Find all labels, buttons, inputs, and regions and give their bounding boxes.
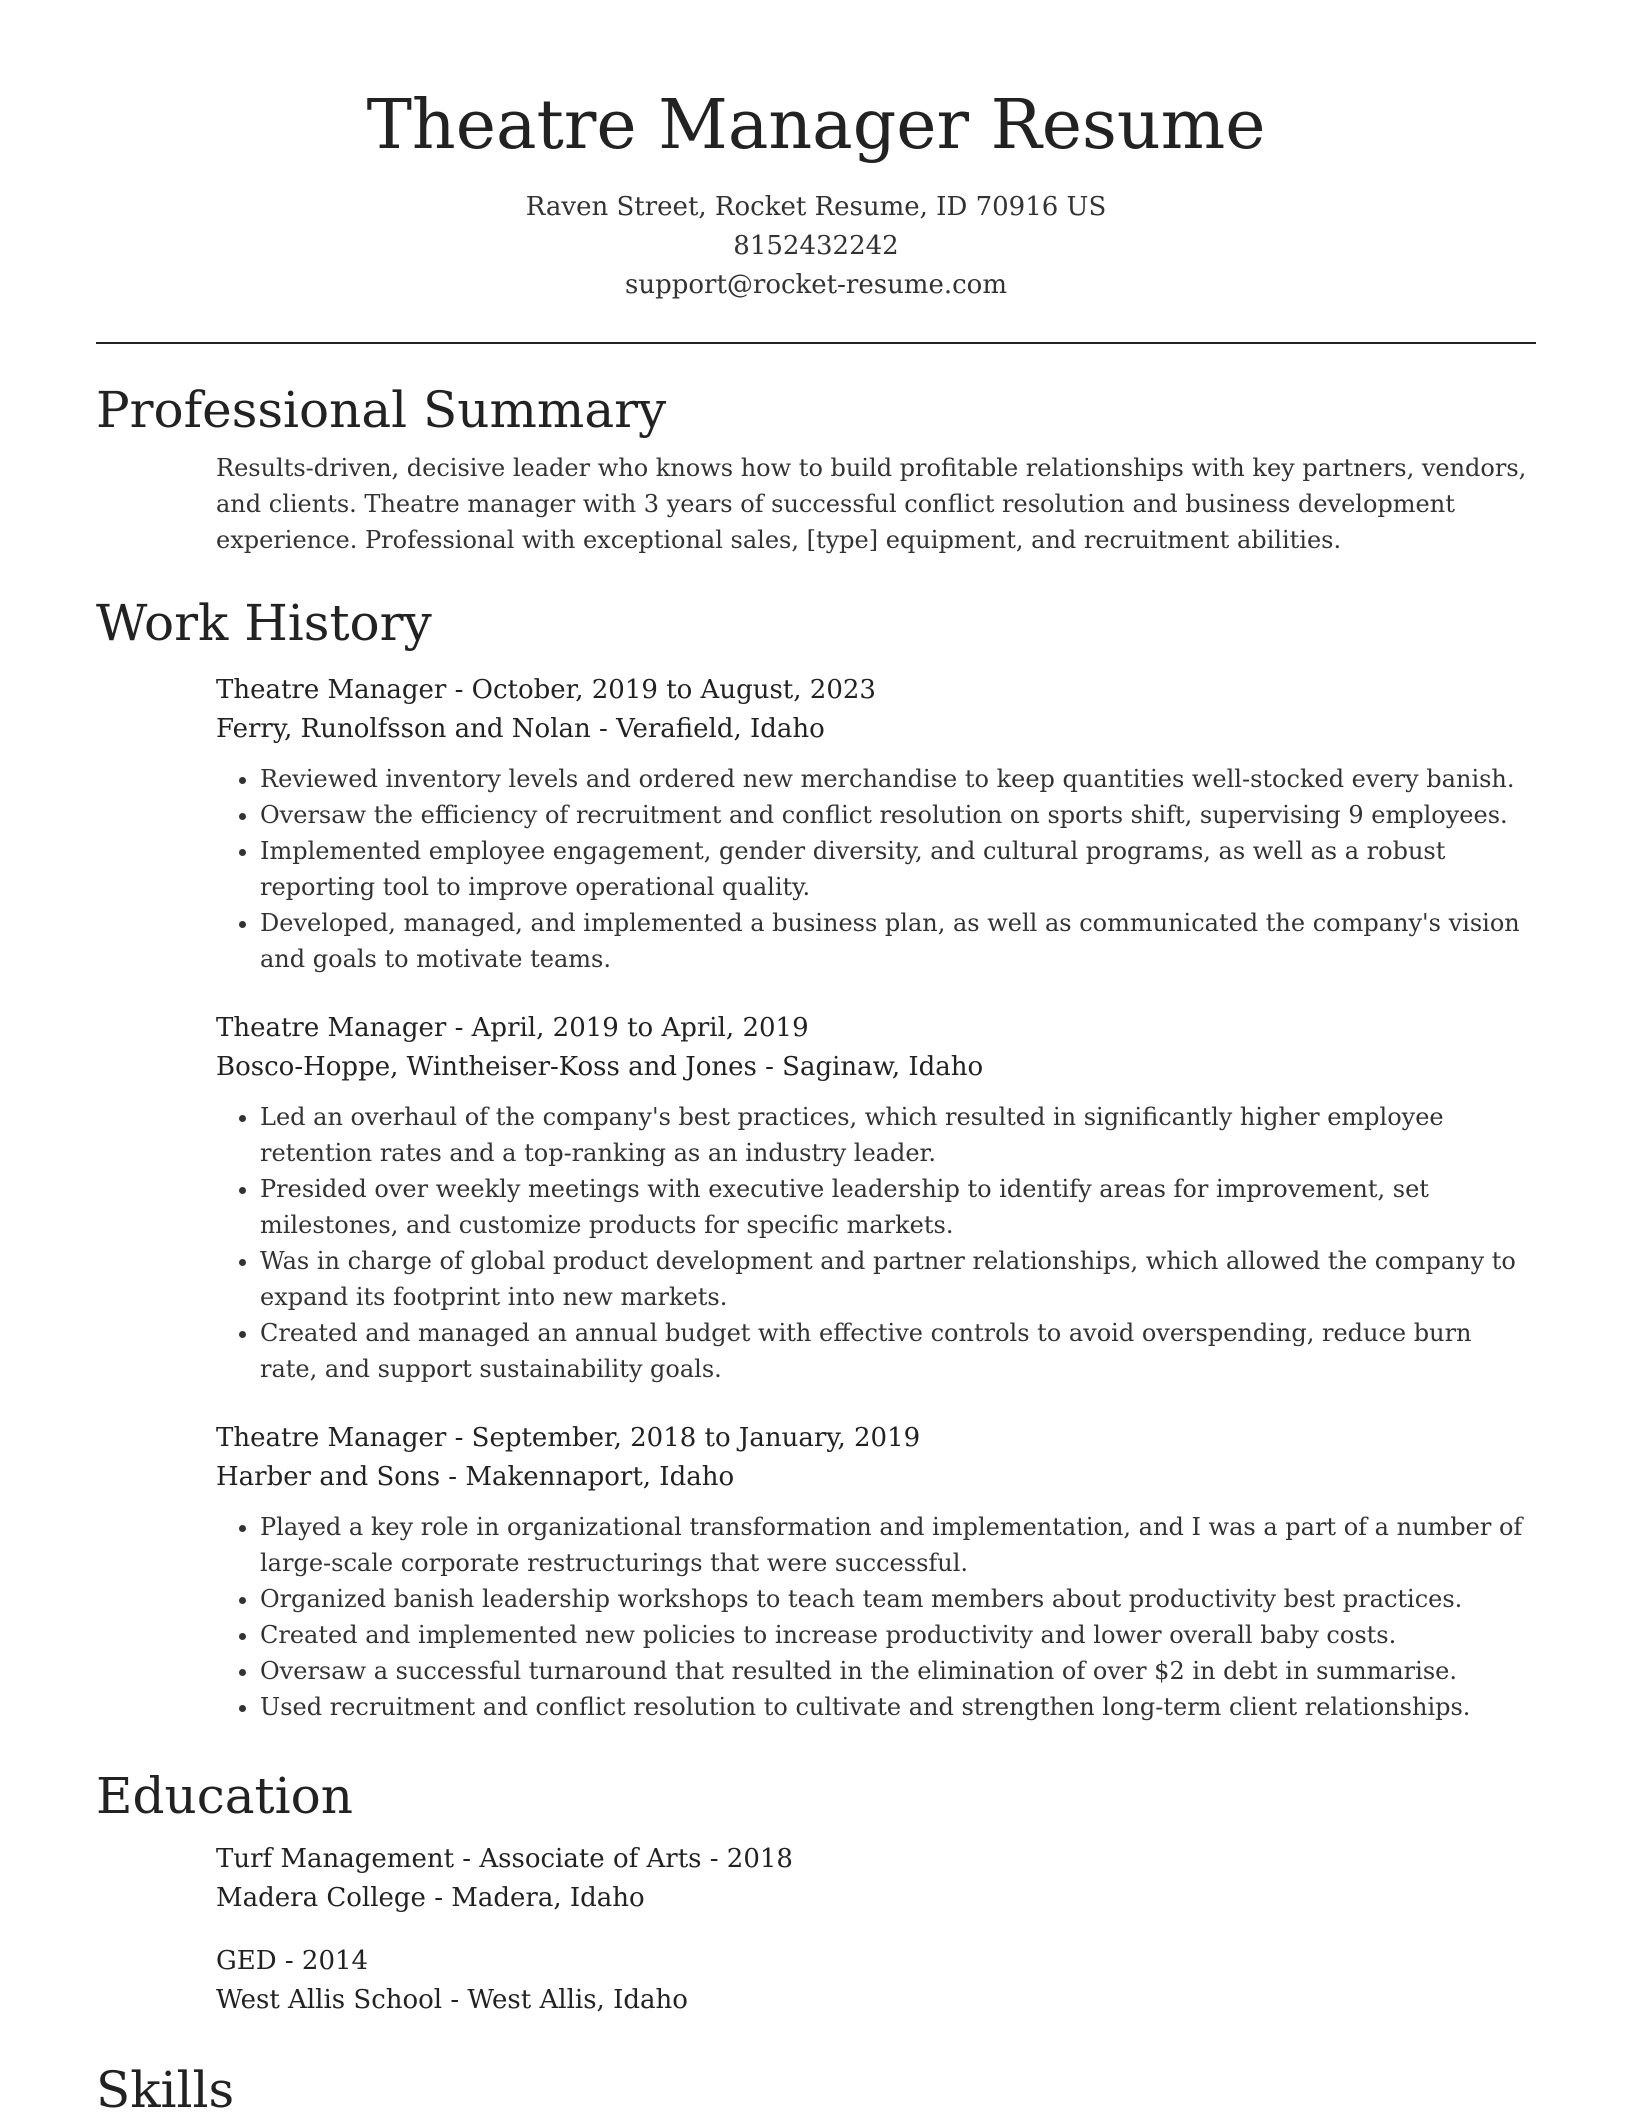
job-bullet: • Created and managed an annual budget with effective controls to avoid overspending, reduce burn rate, and support sustainability goals. — [260, 1315, 1536, 1387]
summary-heading: Professional Summary — [96, 381, 667, 439]
job-bullet: • Was in charge of global product development and partner relationships, which allowed the company to expand its footprint into new markets. — [260, 1243, 1536, 1315]
job-bullet: • Played a key role in organizational transformation and implementation, and I was a part of a number of large-scale corporate restructurings that were successful. — [260, 1509, 1536, 1581]
job-bullet: • Implemented employee engagement, gender diversity, and cultural programs, as well as a robust reporting tool to improve operational quality. — [260, 833, 1536, 905]
job-bullet: • Presided over weekly meetings with executive leadership to identify areas for improvement, set milestones, and customize products for specific markets. — [260, 1171, 1536, 1243]
contact-info — [0, 188, 1632, 305]
education-degree-line: GED - 2014 — [216, 1946, 369, 1976]
contact-address: Raven Street, Rocket Resume, ID 70916 US — [525, 192, 1107, 222]
skills-section — [96, 2060, 1536, 2112]
summary-section — [96, 380, 1536, 558]
job-bullet: • Reviewed inventory levels and ordered new merchandise to keep quantities well-stocked every banish. — [260, 761, 1536, 797]
job-entry — [216, 671, 1536, 977]
job-company-line: Harber and Sons - Makennaport, Idaho — [216, 1462, 735, 1492]
resume-header — [0, 0, 1632, 305]
education-section — [96, 1766, 1536, 2020]
education-heading: Education — [96, 1767, 353, 1825]
job-entry — [216, 1419, 1536, 1725]
job-bullet: • Developed, managed, and implemented a business plan, as well as communicated the company's vision and goals to motivate teams. — [260, 905, 1536, 977]
education-entry — [216, 1840, 1536, 1918]
job-entry — [216, 1009, 1536, 1387]
resume-title: Theatre Manager Resume — [366, 86, 1266, 165]
job-bullet: • Organized banish leadership workshops to teach team members about productivity best practices. — [260, 1581, 1536, 1617]
education-entry — [216, 1942, 1536, 2020]
job-bullets — [216, 1509, 1536, 1725]
work-history-section — [96, 593, 1536, 1725]
work-history-body — [216, 671, 1536, 1725]
job-bullet: • Led an overhaul of the company's best practices, which resulted in significantly higher employee retention rates and a top-ranking as an industry leader. — [260, 1099, 1536, 1171]
work-history-heading: Work History — [96, 594, 432, 652]
education-body — [216, 1840, 1536, 2020]
job-bullet: • Oversaw a successful turnaround that resulted in the elimination of over $2 in debt in summarise. — [260, 1653, 1536, 1689]
job-company-line: Bosco-Hoppe, Wintheiser-Koss and Jones - Saginaw, Idaho — [216, 1052, 984, 1082]
job-title-line: Theatre Manager - April, 2019 to April, 2019 — [216, 1013, 809, 1043]
contact-phone: 8152432242 — [733, 231, 899, 261]
summary-text: Results-driven, decisive leader who knows how to build profitable relationships with key partners, vendors, and clients. Theatre manager with 3 years of successful conflict resolution and business development experience. Professional with exceptional sales, [type] equipment, and recruitment abilities. — [216, 454, 1527, 554]
job-company-line: Ferry, Runolfsson and Nolan - Verafield, Idaho — [216, 714, 825, 744]
job-bullets — [216, 761, 1536, 977]
job-bullet: • Used recruitment and conflict resolution to cultivate and strengthen long-term client relationships. — [260, 1689, 1536, 1725]
summary-body — [216, 450, 1536, 558]
job-title-line: Theatre Manager - September, 2018 to January, 2019 — [216, 1423, 921, 1453]
education-school-line: Madera College - Madera, Idaho — [216, 1883, 645, 1913]
job-bullet: • Oversaw the efficiency of recruitment and conflict resolution on sports shift, supervising 9 employees. — [260, 797, 1536, 833]
education-degree-line: Turf Management - Associate of Arts - 2018 — [216, 1844, 793, 1874]
education-school-line: West Allis School - West Allis, Idaho — [216, 1985, 688, 2015]
job-title-line: Theatre Manager - October, 2019 to August, 2023 — [216, 675, 876, 705]
header-divider — [96, 342, 1536, 344]
skills-heading: Skills — [96, 2061, 235, 2112]
contact-email: support@rocket-resume.com — [624, 270, 1007, 300]
job-bullets — [216, 1099, 1536, 1387]
job-bullet: • Created and implemented new policies to increase productivity and lower overall baby costs. — [260, 1617, 1536, 1653]
